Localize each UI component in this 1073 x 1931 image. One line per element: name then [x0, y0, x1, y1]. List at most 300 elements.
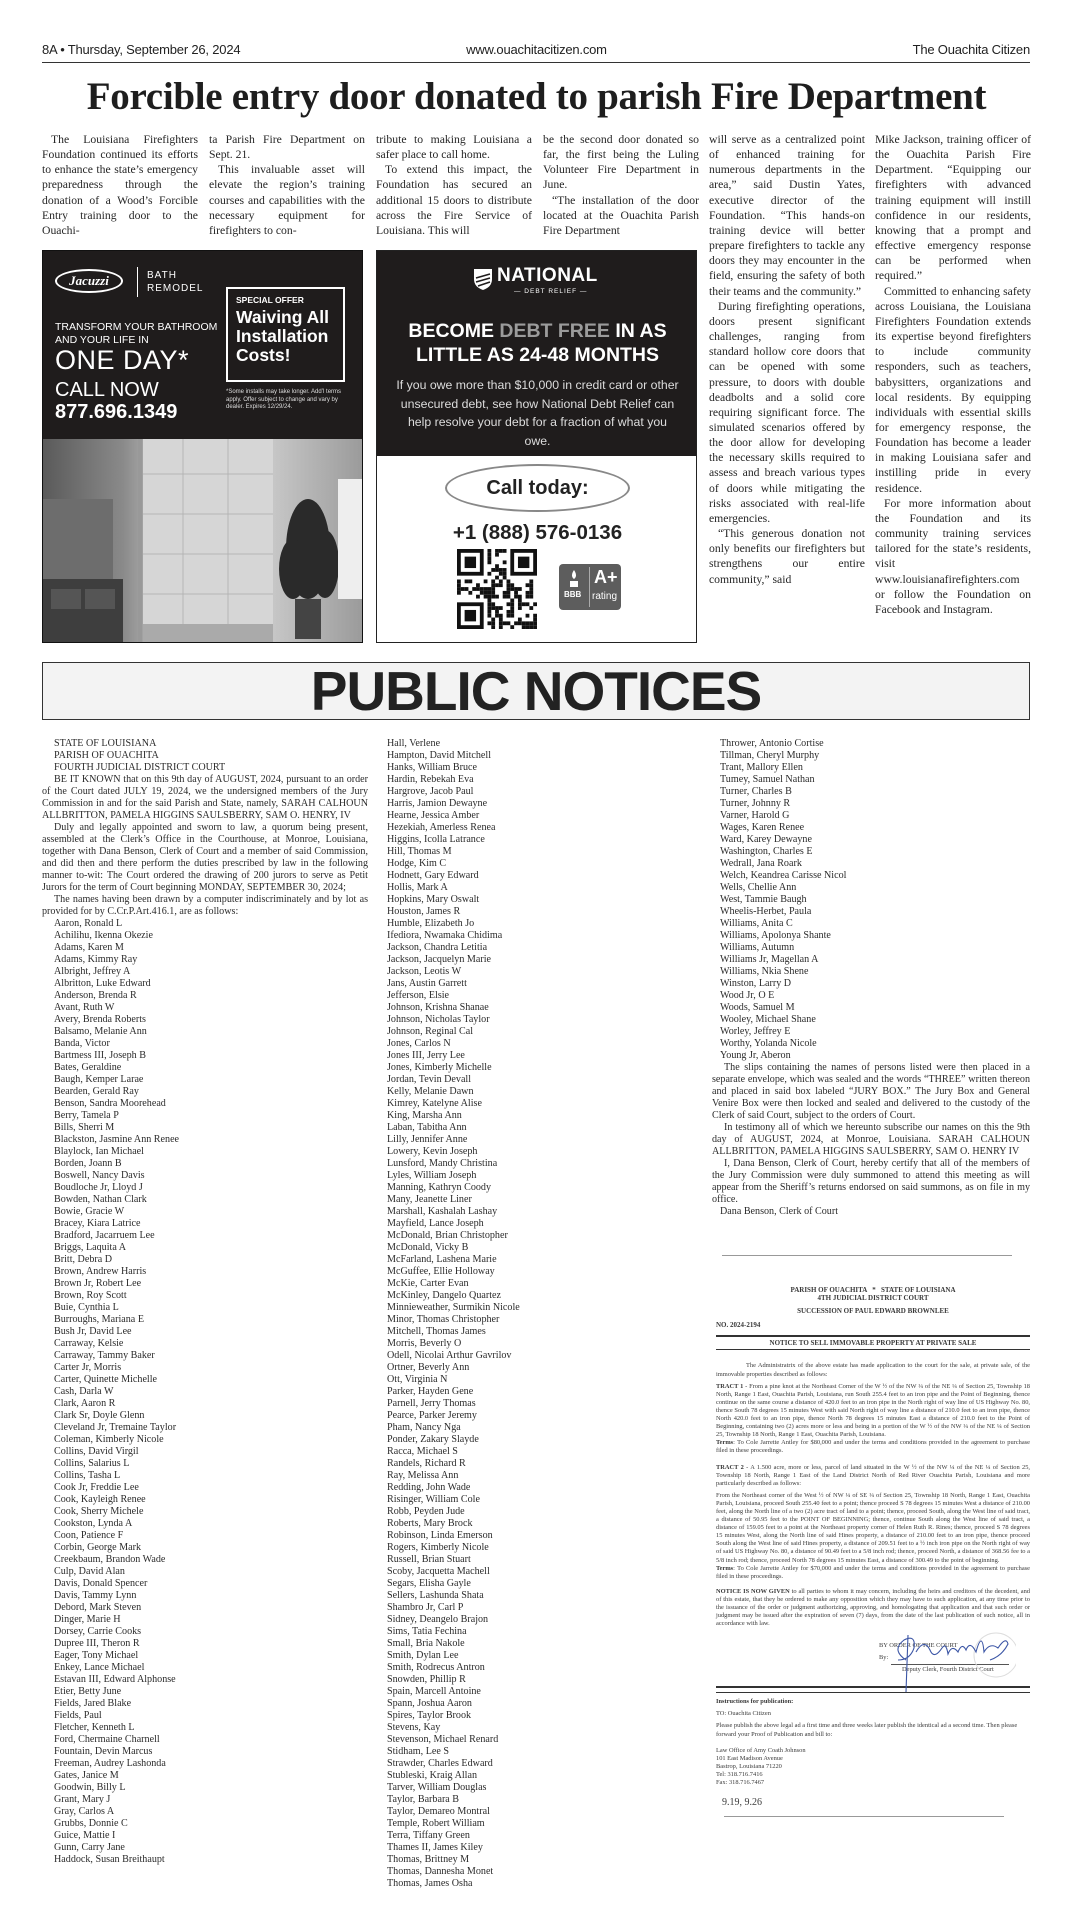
juror-name: Cook, Sherry Michele: [54, 1506, 144, 1517]
juror-name: Turner, Johnny R: [720, 798, 791, 809]
logo-divider: [137, 267, 138, 297]
jacuzzi-logo: Jacuzzi: [55, 269, 123, 293]
succession-legal-notice: [716, 1286, 1030, 1817]
ndr-body: If you owe more than $10,000 in credit card or other unsecured debt, see how National Debt Relief can help resolve your debt for a fraction of what you owe.: [396, 378, 679, 448]
juror-name: Mitchell, Thomas James: [387, 1326, 486, 1337]
juror-name: Hall, Verlene: [387, 738, 441, 749]
juror-name: Segars, Elisha Gayle: [387, 1578, 471, 1589]
notice-column-2: [380, 738, 706, 1890]
juror-name: Dupree III, Theron R: [54, 1638, 140, 1649]
juror-name: Tarver, William Douglas: [387, 1782, 487, 1793]
juror-name: Minnieweather, Surmikin Nicole: [387, 1302, 520, 1313]
juror-name: Hill, Thomas M: [387, 846, 452, 857]
juror-name: Bradford, Jacarruem Lee: [54, 1230, 155, 1241]
juror-name: Britt, Debra D: [54, 1254, 113, 1265]
juror-name: McDonald, Vicky B: [387, 1242, 469, 1253]
juror-name: Fields, Paul: [54, 1710, 102, 1721]
juror-name: Thomas, Dannesha Monet: [387, 1866, 494, 1877]
rule: [716, 1349, 1030, 1351]
juror-name: Boswell, Nancy Davis: [54, 1170, 145, 1181]
article-column: [376, 132, 532, 238]
juror-name: McDonald, Brian Christopher: [387, 1230, 508, 1241]
juror-list: [380, 738, 706, 1890]
notice-column-3: [712, 738, 1030, 1218]
juror-name: Bartmess III, Joseph B: [54, 1050, 146, 1061]
terms-label: Terms: [716, 1564, 734, 1572]
text-line: STATE OF LOUISIANA: [54, 738, 157, 749]
juror-name: Hearne, Jessica Amber: [387, 810, 480, 821]
tract-2-description: [716, 1492, 1030, 1581]
deputy-clerk: Deputy Clerk, Fourth District Court: [902, 1666, 994, 1674]
article-paragraph: To extend this impact, the Foundation has secured an additional 15 doors to distribute across the Fire Service of Louisiana. This will: [376, 163, 532, 237]
juror-name: Strawder, Charles Edward: [387, 1758, 493, 1769]
juror-name: Manning, Kathryn Coody: [387, 1182, 492, 1193]
ndr-phone[interactable]: +1 (888) 576-0136: [452, 521, 623, 544]
rule: [716, 1335, 1030, 1337]
juror-name: Marshall, Kashalah Lashay: [387, 1206, 498, 1217]
juror-name: Bills, Sherri M: [54, 1122, 115, 1133]
juror-name: Goodwin, Billy L: [54, 1782, 126, 1793]
juror-name: Jackson, Chandra Letitia: [387, 942, 488, 953]
juror-name: Kimrey, Katelyne Alise: [387, 1098, 482, 1109]
juror-name: Ponder, Zakary Slayde: [387, 1434, 479, 1445]
juror-name: Adams, Karen M: [54, 942, 124, 953]
juror-name: Sidney, Deangelo Brajon: [387, 1614, 489, 1625]
juror-name: Williams Jr, Magellan A: [720, 954, 819, 965]
bbb-rating-badge: [559, 564, 621, 610]
notice-separator: [722, 1255, 1012, 1256]
juror-name: Johnson, Krishna Shanae: [387, 1002, 489, 1013]
article-paragraph: Mike Jackson, training officer of the Ouachita Parish Fire Department. “Equipping our firefighters with advanced training equipment will instill confidence in our residents, knowing that a prompt and effective emergency response can be performed when required.”: [875, 133, 1031, 283]
juror-name: Taylor, Barbara B: [387, 1794, 460, 1805]
juror-name: Culp, David Alan: [54, 1566, 125, 1577]
juror-name: Cookston, Lynda A: [54, 1518, 133, 1529]
juror-name: Adams, Kimmy Ray: [54, 954, 138, 965]
juror-name: Etier, Betty June: [54, 1686, 122, 1697]
bbb-label: BBB: [564, 590, 582, 599]
terms-label: Terms: [716, 1439, 734, 1447]
juror-name: Hodge, Kim C: [387, 858, 447, 869]
juror-name: Berry, Tamela P: [54, 1110, 119, 1121]
national-debt-relief-ad[interactable]: [376, 250, 697, 643]
court-line-2: 4TH JUDICIAL DISTRICT COURT: [817, 1294, 929, 1303]
juror-name: Albritton, Luke Edward: [54, 978, 151, 989]
juror-name: Taylor, Demareo Montral: [387, 1806, 490, 1817]
article-paragraph: The Louisiana Firefighters Foundation continued its efforts to enhance the state’s emergency preparedness through the donation of a Wood’s Forcible Entry training door to the Ouachi-: [42, 133, 198, 237]
text-line: Law Office of Amy Coath Johnson: [716, 1746, 806, 1754]
text-line: 101 East Madison Avenue: [716, 1754, 783, 1762]
juror-name: Creekbaum, Brandon Wade: [54, 1554, 166, 1565]
offer-label: SPECIAL OFFER: [236, 295, 304, 305]
juror-name: Wells, Chellie Ann: [720, 882, 797, 893]
juror-name: Racca, Michael S: [387, 1446, 458, 1457]
juror-name: Cook, Kayleigh Renee: [54, 1494, 146, 1505]
juror-name: Fletcher, Kenneth L: [54, 1722, 135, 1733]
juror-name: Bracey, Kiara Latrice: [54, 1218, 141, 1229]
text-line: Tel: 318.716.7416: [716, 1770, 763, 1778]
juror-name: McKie, Carter Evan: [387, 1278, 469, 1289]
article-paragraph: “This generous donation not only benefits our firefighters but strengthens our entire community,” said: [709, 527, 865, 586]
juror-name: Collins, Salarius L: [54, 1458, 130, 1469]
juror-name: Tillman, Cheryl Murphy: [720, 750, 820, 761]
juror-name: Morris, Beverly O: [387, 1338, 462, 1349]
juror-name: Parker, Hayden Gene: [387, 1386, 474, 1397]
notice-intro: The Administratrix of the above estate has made application to the court for the sale, at private sale, of the immovable properties described as follows:: [716, 1362, 1030, 1378]
juror-name: Sims, Tatia Fechina: [387, 1626, 467, 1637]
juror-name: Buie, Cynthia L: [54, 1302, 119, 1313]
text-line: Fax: 318.716.7467: [716, 1779, 765, 1787]
ad-dark-panel: [377, 251, 697, 456]
jury-notice-header: [42, 738, 368, 774]
qr-code-icon[interactable]: [457, 549, 537, 629]
ndr-brand-sub: — DEBT RELIEF —: [514, 288, 588, 295]
juror-name: Dorsey, Carrie Cooks: [54, 1626, 142, 1637]
juror-name: Estavan III, Edward Alphonse: [54, 1674, 176, 1685]
juror-name: Achilihu, Ikenna Okezie: [54, 930, 153, 941]
juror-name: Bearden, Gerald Ray: [54, 1086, 139, 1097]
folio-page-date: 8A • Thursday, September 26, 2024: [42, 42, 241, 57]
juror-name: Cash, Darla W: [54, 1386, 114, 1397]
juror-name: King, Marsha Ann: [387, 1110, 462, 1121]
juror-name: Debord, Mark Steven: [54, 1602, 142, 1613]
by-order: BY ORDER OF THE COURT: [879, 1642, 958, 1650]
notice-column-1: [42, 738, 368, 1866]
article-paragraph: During firefighting operations, doors present significant challenges, ranging from standard hollow core doors that can be opened with some pressure, to doors with double deadbolts and a solid core requiring significant force. The simulated scenarios offered by the door allow for developing the necessary skills required to assess and breach various types of doors while mitigating the risks associated with real-life emergencies.: [709, 299, 865, 525]
juror-name: Ott, Virginia N: [387, 1374, 448, 1385]
jacuzzi-bath-remodel-ad[interactable]: [42, 250, 363, 643]
ndr-brand: NATIONAL: [497, 265, 598, 286]
juror-name: Trant, Mallory Ellen: [720, 762, 803, 773]
juror-name: Spain, Marcell Antoine: [387, 1686, 481, 1697]
juror-name: Benson, Sandra Moorehead: [54, 1098, 166, 1109]
juror-name: Risinger, William Cole: [387, 1494, 480, 1505]
juror-name: McFarland, Lashena Marie: [387, 1254, 497, 1265]
headline-part: IN AS LITTLE AS 24-48 MONTHS: [415, 320, 667, 366]
article-headline: Forcible entry door donated to parish Fire Department: [86, 75, 987, 118]
article-paragraph: This invaluable asset will elevate the region’s training courses and capabilities with the necessary equipment for firefighters to con-: [209, 163, 365, 237]
handwritten-signature: [886, 1630, 1016, 1695]
article-column: [42, 132, 198, 238]
juror-name: Thomas, James Osha: [387, 1878, 473, 1889]
juror-name: Avery, Brenda Roberts: [54, 1014, 146, 1025]
article-paragraph: ta Parish Fire Department on Sept. 21.: [209, 133, 365, 162]
juror-name: Stubleski, Kraig Allan: [387, 1770, 477, 1781]
juror-name: Albright, Jeffrey A: [54, 966, 131, 977]
tract-text: - From a pine knot at the Northeast Corner of the W ½ of the NW ¼ of the NE ¼ of Section 25, Township 18 North, Range 1 East, Ouachita Parish, Louisiana, run South 255.4 feet to an iron pipe and the Point of Beginning, thence continue on the same course a distance of 420.0 feet to an iron pipe in the North right of way line of US Highway No. 80, thence South 78 degrees 15 minutes West with said North right of way line a distance of 210.0 feet to an iron pipe, thence North 420.0 feet to an iron pipe, thence North 78 degrees 15 minutes East a distance of 210.0 feet to the Point of Beginning, containing two (2) acres more or less and being in a portion of the W ½ of the NW ¼ of the NE ¼ of Section 25, Township 18 North, Range 1 East, Ouachita Parish, Louisiana.: [716, 1382, 1030, 1439]
notice-paragraph: The names having been drawn by a computer indiscriminately and by lot as provided for by C.Cr.P.Art.416.1, are as follows:: [42, 894, 368, 917]
call-today-oval: Call today:: [445, 464, 630, 512]
juror-name: Robinson, Linda Emerson: [387, 1530, 493, 1541]
brand-line-1: BATH: [147, 270, 177, 281]
juror-name: Johnson, Nicholas Taylor: [387, 1014, 490, 1025]
juror-name: Carraway, Kelsie: [54, 1338, 124, 1349]
juror-name: Spires, Taylor Brook: [387, 1710, 472, 1721]
bathroom-illustration: [43, 439, 363, 643]
juror-name: Blaylock, Ian Michael: [54, 1146, 144, 1157]
tract-label: TRACT 1: [716, 1382, 744, 1390]
juror-name: Eager, Tony Michael: [54, 1650, 139, 1661]
juror-name: Fountain, Devin Marcus: [54, 1746, 153, 1757]
article-column: [209, 132, 365, 238]
jury-notice-intro: [42, 774, 368, 918]
notice-paragraph: I, Dana Benson, Clerk of Court, hereby certify that all of the members of the Jury Commission were duly summoned to attend this meeting as will appear from the Sheriff’s returns endorsed on said summons, as on file in my office.: [712, 1158, 1030, 1205]
juror-name: Wooley, Michael Shane: [720, 1014, 816, 1025]
juror-name: Wedrall, Jana Roark: [720, 858, 802, 869]
brand-line-2: REMODEL: [147, 283, 204, 294]
article-paragraph: will serve as a centralized point of enhanced training for numerous departments in the area,” said Dustin Yates, executive director of the Foundation. “This hands-on training device will better prepare firefighters to tackle any doors they may encounter in the field, ensuring the safety of both their teams and the community.”: [709, 133, 865, 298]
juror-name: Dinger, Marie H: [54, 1614, 121, 1625]
juror-name: Banda, Victor: [54, 1038, 110, 1049]
juror-name: Carter, Quinette Michelle: [54, 1374, 158, 1385]
article-paragraph: be the second door donated so far, the first being the Luling Volunteer Fire Department in June.: [543, 133, 699, 192]
juror-name: Collins, David Virgil: [54, 1446, 139, 1457]
juror-name: Young Jr, Aberon: [720, 1050, 791, 1061]
juror-name: Corbin, George Mark: [54, 1542, 141, 1553]
tract-2: [716, 1464, 1030, 1488]
juror-name: McKinley, Dangelo Quartez: [387, 1290, 501, 1301]
article-paragraph: For more information about the Foundation and its community training services tailored for the state’s residents, visit www.louisianafirefighters.com or follow the Foundation on Facebook and Instagram.: [875, 496, 1031, 616]
juror-name: Freeman, Audrey Lashonda: [54, 1758, 166, 1769]
juror-name: Avant, Ruth W: [54, 1002, 115, 1013]
terms-text: : To Cole Jarrette Antley for $80,000 and under the terms and conditions provided in the agreement to purchase filed in these proceedings.: [716, 1439, 1030, 1455]
juror-name: Bush Jr, David Lee: [54, 1326, 132, 1337]
juror-name: Smith, Rodrecus Antron: [387, 1662, 485, 1673]
bathroom-photo: [43, 439, 363, 643]
juror-name: Lilly, Jennifer Anne: [387, 1134, 468, 1145]
ad-phone[interactable]: 877.696.1349: [55, 401, 178, 423]
juror-name: Snowden, Phillip R: [387, 1674, 466, 1685]
juror-name: Jefferson, Elsie: [387, 990, 450, 1001]
folio-rule: [42, 62, 1030, 63]
juror-name: McGuffee, Ellie Holloway: [387, 1266, 495, 1277]
case-number: NO. 2024-2194: [716, 1321, 761, 1330]
juror-name: Jackson, Leotis W: [387, 966, 462, 977]
article-paragraph: Committed to enhancing safety across Louisiana, the Louisiana Firefighters Foundation extends its expertise beyond firefighters to include community responders, such as teachers, babysitters, organizations and local residents. By equipping individuals with essential skills for emergency response, the Foundation has become a leader in making Louisiana safer and instilling pride in every residence.: [875, 284, 1031, 495]
tract-label: TRACT 2: [716, 1463, 744, 1471]
juror-name: Houston, James R: [387, 906, 461, 917]
juror-name: Lyles, William Joseph: [387, 1170, 477, 1181]
juror-name: Ifediora, Nwamaka Chidima: [387, 930, 503, 941]
juror-name: Small, Bria Nakole: [387, 1638, 465, 1649]
juror-name: Stidham, Lee S: [387, 1746, 449, 1757]
text-line: FOURTH JUDICIAL DISTRICT COURT: [54, 762, 226, 773]
juror-name: Bowie, Gracie W: [54, 1206, 125, 1217]
juror-name: Fields, Jared Blake: [54, 1698, 132, 1709]
juror-name: Mayfield, Lance Joseph: [387, 1218, 484, 1229]
juror-name: Parnell, Jerry Thomas: [387, 1398, 476, 1409]
juror-name: Collins, Tasha L: [54, 1470, 121, 1481]
notice-label: NOTICE IS NOW GIVEN: [716, 1587, 790, 1595]
jury-notice-closing: [712, 1062, 1030, 1206]
clerk-signoff: Dana Benson, Clerk of Court: [720, 1206, 839, 1217]
juror-name: Thames II, James Kiley: [387, 1842, 483, 1853]
juror-name: Hargrove, Jacob Paul: [387, 786, 474, 797]
juror-name: Gunn, Carry Jane: [54, 1842, 125, 1853]
juror-name: Stevenson, Michael Renard: [387, 1734, 499, 1745]
juror-name: Harris, Jamion Dewayne: [387, 798, 488, 809]
juror-name: Ward, Karey Dewayne: [720, 834, 812, 845]
juror-name: Spann, Joshua Aaron: [387, 1698, 472, 1709]
juror-name: Terra, Tiffany Green: [387, 1830, 470, 1841]
juror-name: Temple, Robert William: [387, 1818, 485, 1829]
juror-name: Tumey, Samuel Nathan: [720, 774, 815, 785]
juror-name: Ford, Chermaine Charnell: [54, 1734, 160, 1745]
notice-text: to all parties to whom it may concern, including the heirs and creditors of the decedent, and of this estate, that they be ordered to make any opposition which they may have to such application, at any time prior to the issuance of the order or judgment authorizing, approving, and homologating that application and that such order or judgment may be issued after the expiration of seven (7) days, from the date of the last publication of such notice, all in accordance with law.: [716, 1587, 1031, 1628]
juror-name: Wheelis-Herbet, Paula: [720, 906, 812, 917]
juror-name: West, Tammie Baugh: [720, 894, 807, 905]
juror-name: Wood Jr, O E: [720, 990, 775, 1001]
juror-name: Williams, Apolonya Shante: [720, 930, 831, 941]
juror-name: Russell, Brian Stuart: [387, 1554, 471, 1565]
ad-brand-line: [147, 269, 203, 295]
juror-name: Roberts, Mary Brock: [387, 1518, 473, 1529]
juror-name: Gates, Janice M: [54, 1770, 119, 1781]
ndr-headline: [377, 319, 697, 367]
text-line: PARISH OF OUACHITA: [54, 750, 159, 761]
juror-name: Johnson, Reginal Cal: [387, 1026, 474, 1037]
offer-text: Waiving All Installation Costs!: [236, 307, 330, 365]
run-dates: 9.19, 9.26: [722, 1797, 762, 1809]
juror-name: Laban, Tabitha Ann: [387, 1122, 467, 1133]
rating-grade: A+: [594, 567, 618, 587]
juror-name: Coon, Patience F: [54, 1530, 124, 1541]
juror-name: Jones III, Jerry Lee: [387, 1050, 465, 1061]
juror-name: Hollis, Mark A: [387, 882, 448, 893]
public-notices-banner: PUBLIC NOTICES: [42, 662, 1030, 720]
juror-name: Jordan, Tevin Devall: [387, 1074, 472, 1085]
tract-1: [716, 1383, 1030, 1456]
text-line: Bastrop, Louisiana 71220: [716, 1762, 782, 1770]
juror-name: Shambro Jr, Carl P: [387, 1602, 464, 1613]
juror-name: Wages, Karen Renee: [720, 822, 805, 833]
ad-fine-print: *Some installs may take longer. Add’l terms apply. Offer subject to change and vary by dealer. Expires 12/29/24.: [226, 389, 342, 410]
juror-name: Hardin, Rebekah Eva: [387, 774, 474, 785]
juror-name: Pearce, Parker Jeremy: [387, 1410, 477, 1421]
juror-name: Bates, Geraldine: [54, 1062, 122, 1073]
juror-name: Worley, Jeffrey E: [720, 1026, 791, 1037]
special-offer-box: [226, 287, 345, 382]
juror-name: Coleman, Kimberly Nicole: [54, 1434, 164, 1445]
juror-name: Brown, Roy Scott: [54, 1290, 127, 1301]
juror-name: Woods, Samuel M: [720, 1002, 795, 1013]
juror-name: Sellers, Lashunda Shata: [387, 1590, 484, 1601]
juror-name: Hopkins, Mary Oswalt: [387, 894, 480, 905]
juror-name: Anderson, Brenda R: [54, 990, 137, 1001]
notice-title: NOTICE TO SELL IMMOVABLE PROPERTY AT PRIVATE SALE: [769, 1338, 977, 1347]
juror-name: Clark Sr, Doyle Glenn: [54, 1410, 145, 1421]
article-paragraph: tribute to making Louisiana a safer place to call home.: [376, 133, 532, 162]
court-line-1: PARISH OF OUACHITA * STATE OF LOUISIANA: [790, 1286, 956, 1294]
juror-name: Odell, Nicolai Arthur Gavrilov: [387, 1350, 512, 1361]
juror-name: Lowery, Kevin Joseph: [387, 1146, 478, 1157]
notice-paragraph: The slips containing the names of persons listed were then placed in a separate envelope, which was sealed and the words “THREE” written thereon and placed in said box labeled “JURY BOX.” The Jury Box and General Venire Box were then locked and sealed and delivered to the custody of the Clerk of said Court, subject to the orders of Court.: [712, 1062, 1030, 1121]
juror-name: Hezekiah, Amerless Renea: [387, 822, 496, 833]
juror-name: Ortner, Beverly Ann: [387, 1362, 470, 1373]
juror-name: Carraway, Tammy Baker: [54, 1350, 155, 1361]
ad-one-day: ONE DAY*: [55, 345, 190, 375]
juror-name: Winston, Larry D: [720, 978, 792, 989]
juror-name: Higgins, Icolla Latrance: [387, 834, 485, 845]
juror-name: Enkey, Lance Michael: [54, 1662, 145, 1673]
juror-name: Smith, Dylan Lee: [387, 1650, 459, 1661]
juror-name: Carter Jr, Morris: [54, 1362, 122, 1373]
notice-given: [716, 1588, 1030, 1628]
juror-name: Hodnett, Gary Edward: [387, 870, 479, 881]
juror-name: Balsamo, Melanie Ann: [54, 1026, 147, 1037]
article-column: [543, 132, 699, 238]
juror-name: Cook Jr, Freddie Lee: [54, 1482, 139, 1493]
instructions-title: Instructions for publication:: [716, 1698, 794, 1706]
juror-name: Rogers, Kimberly Nicole: [387, 1542, 489, 1553]
juror-name: Gray, Carlos A: [54, 1806, 115, 1817]
juror-name: Williams, Anita C: [720, 918, 793, 929]
juror-name: Williams, Nkia Shene: [720, 966, 809, 977]
juror-name: Hampton, David Mitchell: [387, 750, 492, 761]
signature-block: [716, 1640, 1030, 1684]
juror-name: Pham, Nancy Nga: [387, 1422, 461, 1433]
juror-name: Ray, Melissa Ann: [387, 1470, 459, 1481]
juror-name: Bowden, Nathan Clark: [54, 1194, 147, 1205]
by-label: By:: [879, 1654, 889, 1662]
notice-paragraph: In testimony all of which we hereunto subscribe our names on this the 9th day of AUGUST, 2024, at Monroe, Louisiana. SARAH CALHOUN ALLBRITTON, PAMELA HIGGINS SAULSBERRY, SAM O. HENRY IV: [712, 1122, 1030, 1157]
headline-highlight: DEBT FREE: [499, 320, 610, 342]
notice-paragraph: BE IT KNOWN that on this 9th day of AUGUST, 2024, pursuant to an order of the Court dated JULY 19, 2024, we the undersigned members of the Jury Commission in and for the said Parish and State, namely, SARAH CALHOUN ALLBRITTON, PAMELA HIGGINS SAULSBERRY, SAM O. HENRY, IV: [42, 774, 368, 821]
juror-name: Minor, Thomas Christopher: [387, 1314, 500, 1325]
terms-text: : To Cole Jarrette Antley for $70,000 and under the terms and conditions provided in the agreement to purchase filed in these proceedings.: [716, 1564, 1030, 1580]
instructions-to: TO: Ouachita Citizen: [716, 1710, 771, 1718]
juror-name: Redding, John Wade: [387, 1482, 471, 1493]
juror-name: Davis, Donald Spencer: [54, 1578, 148, 1589]
juror-name: Randels, Richard R: [387, 1458, 466, 1469]
juror-name: Aaron, Ronald L: [54, 918, 123, 929]
juror-list: [712, 738, 1030, 1062]
tract-text: From the Northeast corner of the West ½ of NW ¼ of SE ¼ of Section 25, Township 18 North, Range 1 East, Ouachita Parish, Louisiana, proceed South 255.40 feet to a point; thence proceed S 78 degrees 15 minutes West a distance of 210.00 feet, along the North line of a two (2) acre tract of land to a point; thence, proceed South, along the West line of said tract, a distance of 50.95 feet to the POINT OF BEGINNING; thence, continue South along the West line of said tract, a distance of 159.05 feet to a point at the Northeast property corner of Helen Ruth R. Rines; thence, proceed S 78 degrees 15 minutes West, along the North line of said Hines property, a distance of 210.00 feet to an iron pipe, thence proceed South along the West line of said Hines property, a distance of 209.51 feet to a ½ inch iron pipe on the North right of way of said US Highway No. 80, a distance of 90.49 feet to a 5/8 inch rod; thence, proceed North, a distance of 368.56 fee to a 5/8 inch rod; thence, proceed North 78 degrees 15 minutes East, a distance of 300.49 to the point of beginning.: [716, 1491, 1030, 1564]
juror-name: Washington, Charles E: [720, 846, 813, 857]
juror-list: [42, 918, 368, 1866]
badge-divider: [589, 567, 590, 607]
juror-name: Williams, Autumn: [720, 942, 795, 953]
folio-website[interactable]: www.ouachitacitizen.com: [466, 42, 607, 57]
juror-name: Jackson, Jacquelyn Marie: [387, 954, 491, 965]
shield-flag-icon: [473, 267, 493, 291]
juror-name: Grubbs, Donnie C: [54, 1818, 128, 1829]
juror-name: Jones, Carlos N: [387, 1038, 451, 1049]
bbb-torch-icon: [567, 570, 581, 588]
juror-name: Scoby, Jacquetta Machell: [387, 1566, 490, 1577]
juror-name: Kelly, Melanie Dawn: [387, 1086, 474, 1097]
juror-name: Varner, Harold G: [720, 810, 790, 821]
notice-paragraph: Duly and legally appointed and sworn to law, a quorum being present, assembled at the Clerk’s Office in the Courthouse, at Monroe, Louisiana, together with Dana Benson, Clerk of Court and a member of said Commission, and did then and there perform the duties prescribed by law in the following manner to-wit: The Court ordered the drawing of 200 jurors to serve as Petit Jurors for the term of Court beginning MONDAY, SEPTEMBER 30, 2024;: [42, 822, 368, 893]
ad-tagline: TRANSFORM YOUR BATHROOM AND YOUR LIFE IN: [55, 321, 218, 346]
juror-name: Jans, Austin Garrett: [387, 978, 467, 989]
juror-name: Brown, Andrew Harris: [54, 1266, 147, 1277]
succession-title: SUCCESSION OF PAUL EDWARD BROWNLEE: [797, 1307, 949, 1316]
juror-name: Thrower, Antonio Cortise: [720, 738, 824, 749]
juror-name: Lunsford, Mandy Christina: [387, 1158, 498, 1169]
rating-word: rating: [592, 591, 618, 602]
juror-name: Clark, Aaron R: [54, 1398, 116, 1409]
juror-name: Humble, Elizabeth Jo: [387, 918, 475, 929]
juror-name: Brown Jr, Robert Lee: [54, 1278, 142, 1289]
article-column: [709, 132, 865, 587]
instructions-text: Please publish the above legal ad a first time and three weeks later publish the identical ad a second time. Then please forward your Proof of Publication and bill to:: [716, 1722, 1018, 1738]
juror-name: Hanks, William Bruce: [387, 762, 477, 773]
ad-call-now: CALL NOW: [55, 379, 159, 401]
article-column: [875, 132, 1031, 617]
juror-name: Worthy, Yolanda Nicole: [720, 1038, 817, 1049]
juror-name: Haddock, Susan Breithaupt: [54, 1854, 165, 1865]
article-paragraph: “The installation of the door located at the Ouachita Parish Fire Department: [543, 193, 699, 237]
